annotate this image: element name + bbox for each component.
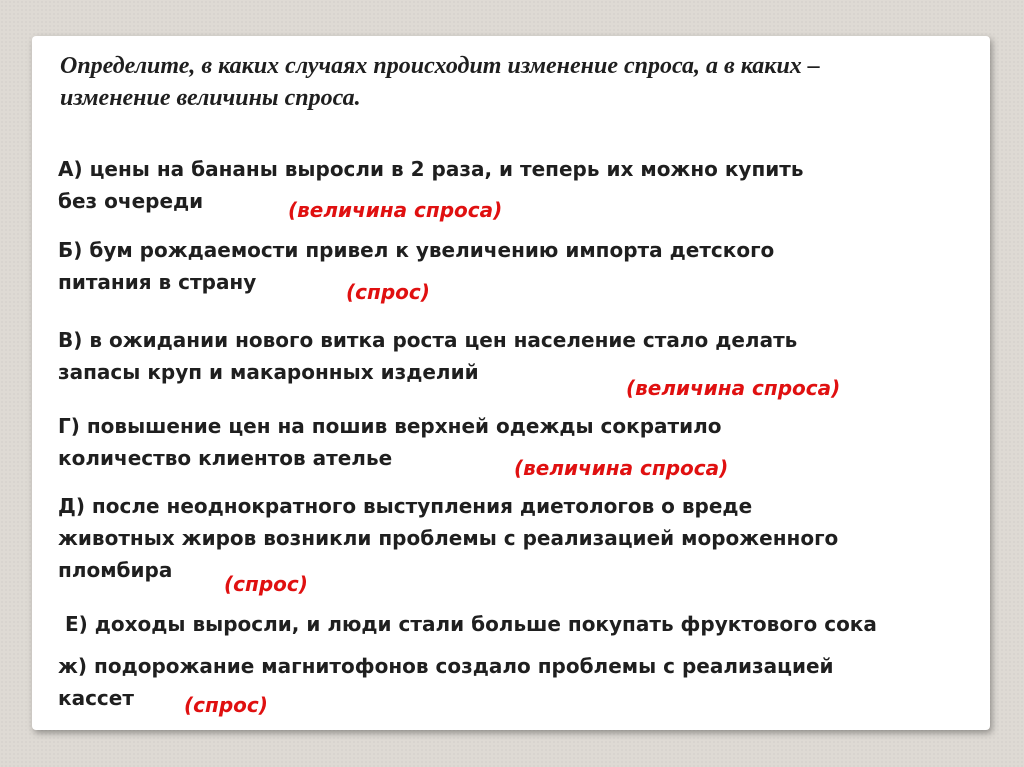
question-g-line-1: ж) подорожание магнитофонов создало проблемы с реализацией xyxy=(58,654,834,678)
question-e-line-1: Д) после неоднократного выступления диетологов о вреде xyxy=(58,494,753,518)
answer-d: (величина спроса) xyxy=(514,456,729,480)
slide-title-line-2: изменение величины спроса. xyxy=(60,85,361,111)
question-e-line-3: пломбира xyxy=(58,558,173,582)
question-d-line-2: количество клиентов ателье xyxy=(58,446,393,470)
question-b-line-2: питания в страну xyxy=(58,270,257,294)
question-g-line-2: кассет xyxy=(58,686,134,710)
question-b-line-1: Б) бум рождаемости привел к увеличению импорта детского xyxy=(58,238,775,262)
answer-e: (спрос) xyxy=(224,572,308,596)
question-a-line-2: без очереди xyxy=(58,189,204,213)
question-g xyxy=(58,650,834,714)
answer-a: (величина спроса) xyxy=(288,198,503,222)
question-c-line-2: запасы круп и макаронных изделий xyxy=(58,360,479,384)
question-e xyxy=(58,490,838,586)
question-a-line-1: А) цены на бананы выросли в 2 раза, и теперь их можно купить xyxy=(58,157,804,181)
answer-c: (величина спроса) xyxy=(626,376,841,400)
question-e-line-2: животных жиров возникли проблемы с реализацией мороженного xyxy=(58,526,839,550)
answer-g: (спрос) xyxy=(184,693,268,717)
question-f-line-1: Е) доходы выросли, и люди стали больше покупать фруктового сока xyxy=(58,612,877,636)
question-d-line-1: Г) повышение цен на пошив верхней одежды сократило xyxy=(58,414,722,438)
question-f xyxy=(58,608,877,640)
answer-b: (спрос) xyxy=(346,280,430,304)
slide xyxy=(32,36,990,730)
slide-title-line-1: Определите, в каких случаях происходит изменение спроса, а в каких – xyxy=(60,53,820,79)
question-c-line-1: В) в ожидании нового витка роста цен население стало делать xyxy=(58,328,798,352)
slide-title xyxy=(60,50,970,114)
